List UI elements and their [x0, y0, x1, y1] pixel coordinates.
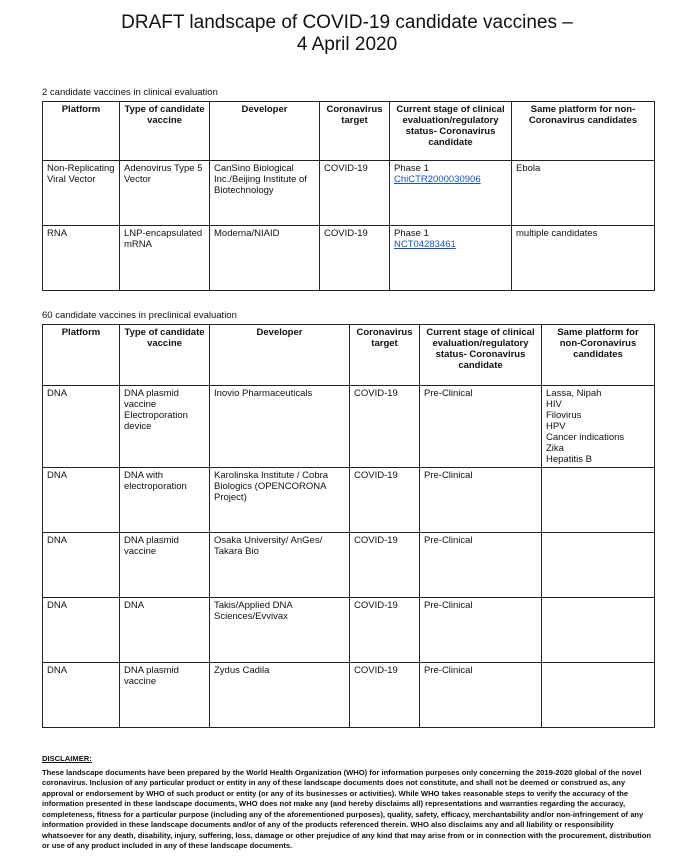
trial-registry-link[interactable]: NCT04283461 [394, 239, 456, 250]
cell-developer: Inovio Pharmaceuticals [210, 386, 350, 468]
header-stage: Current stage of clinical evaluation/regulatory status- Coronavirus candidate [390, 102, 512, 161]
title-line-1: DRAFT landscape of COVID-19 candidate vaccines – [121, 12, 573, 33]
preclinical-header-row [43, 325, 655, 386]
cell-developer: Takis/Applied DNA Sciences/Evvivax [210, 598, 350, 663]
disclaimer [42, 754, 654, 852]
cell-type: DNA plasmid vaccine [120, 663, 210, 728]
table-row [43, 226, 655, 291]
cell-developer: CanSino Biological Inc./Beijing Institute of Biotechnology [210, 161, 320, 226]
cell-platform: DNA [43, 598, 120, 663]
cell-same-platform: multiple candidates [512, 226, 655, 291]
cell-type: DNA plasmid vaccine [120, 533, 210, 598]
header-stage: Current stage of clinical evaluation/regulatory status- Coronavirus candidate [420, 325, 542, 386]
cell-target: COVID-19 [350, 386, 420, 468]
header-developer: Developer [210, 325, 350, 386]
cell-developer: Zydus Cadila [210, 663, 350, 728]
table-row [43, 386, 655, 468]
table-row [43, 161, 655, 226]
cell-target: COVID-19 [320, 226, 390, 291]
header-type: Type of candidate vaccine [120, 325, 210, 386]
cell-stage: Pre-Clinical [420, 533, 542, 598]
cell-platform: DNA [43, 386, 120, 468]
clinical-section-label: 2 candidate vaccines in clinical evaluation [42, 87, 218, 98]
cell-type: LNP-encapsulated mRNA [120, 226, 210, 291]
same-platform-item: HIV [546, 399, 562, 410]
cell-type: DNA plasmid vaccine Electroporation device [120, 386, 210, 468]
cell-target: COVID-19 [350, 663, 420, 728]
header-same-platform: Same platform for non-Coronavirus candidates [542, 325, 655, 386]
cell-target: COVID-19 [350, 468, 420, 533]
table-row [43, 598, 655, 663]
disclaimer-text: These landscape documents have been prepared by the World Health Organization (WHO) for information purposes only concerning the 2019-2020 global of the novel coronavirus. Inclusion of any particular product or entity in any of these landscape documents does not constitute, and shall not be deemed or construed as, any approval or endorsement by WHO of such product or entity (or any of its businesses or activities). While WHO takes reasonable steps to verify the accuracy of the information presented in these landscape documents, WHO does not make any (and hereby disclaims all) representations and warranties regarding the accuracy, completeness, fitness for a particular purpose (including any of the aforementioned purposes), quality, safety, efficacy, merchantability and/or non-infringement of any information provided in these landscape documents and/or of any of the products referenced therein. WHO also disclaims any and all liability or responsibility whatsoever for any death, disability, injury, suffering, loss, damage or other prejudice of any kind that may arise from or in connection with the procurement, distribution or use of any product included in any of these landscape documents. [42, 767, 652, 850]
cell-same-platform [542, 533, 655, 598]
header-platform: Platform [43, 102, 120, 161]
stage-text: Phase 1 [394, 163, 429, 174]
cell-same-platform [542, 598, 655, 663]
same-platform-item: Hepatitis B [546, 454, 592, 465]
header-type: Type of candidate vaccine [120, 102, 210, 161]
same-platform-item: HPV [546, 421, 566, 432]
cell-platform: Non-Replicating Viral Vector [43, 161, 120, 226]
cell-stage [390, 226, 512, 291]
cell-platform: DNA [43, 468, 120, 533]
preclinical-section-label: 60 candidate vaccines in preclinical evaluation [42, 310, 237, 321]
cell-platform: DNA [43, 533, 120, 598]
preclinical-table [42, 324, 655, 728]
cell-developer: Osaka University/ AnGes/ Takara Bio [210, 533, 350, 598]
header-platform: Platform [43, 325, 120, 386]
cell-type: Adenovirus Type 5 Vector [120, 161, 210, 226]
table-row [43, 663, 655, 728]
cell-developer: Karolinska Institute / Cobra Biologics (OPENCORONA Project) [210, 468, 350, 533]
same-platform-item: Cancer indications [546, 432, 625, 443]
cell-stage: Pre-Clinical [420, 598, 542, 663]
same-platform-item: Lassa, Nipah [546, 388, 602, 399]
cell-same-platform [542, 386, 655, 468]
header-target: Coronavirus target [320, 102, 390, 161]
header-target: Coronavirus target [350, 325, 420, 386]
cell-stage: Pre-Clinical [420, 386, 542, 468]
document-title [0, 12, 694, 56]
header-same-platform: Same platform for non-Coronavirus candidates [512, 102, 655, 161]
same-platform-item: Zika [546, 443, 564, 454]
cell-platform: RNA [43, 226, 120, 291]
cell-same-platform: Ebola [512, 161, 655, 226]
cell-type: DNA [120, 598, 210, 663]
cell-stage: Pre-Clinical [420, 468, 542, 533]
clinical-table [42, 101, 655, 291]
cell-type: DNA with electroporation [120, 468, 210, 533]
cell-stage [390, 161, 512, 226]
title-line-2: 4 April 2020 [296, 34, 398, 55]
cell-target: COVID-19 [320, 161, 390, 226]
cell-developer: Moderna/NIAID [210, 226, 320, 291]
stage-text: Phase 1 [394, 228, 429, 239]
cell-same-platform [542, 468, 655, 533]
table-row [43, 533, 655, 598]
cell-platform: DNA [43, 663, 120, 728]
same-platform-item: Filovirus [546, 410, 582, 421]
trial-registry-link[interactable]: ChiCTR2000030906 [394, 174, 481, 185]
cell-target: COVID-19 [350, 598, 420, 663]
header-developer: Developer [210, 102, 320, 161]
disclaimer-heading: DISCLAIMER: [42, 754, 92, 763]
cell-same-platform [542, 663, 655, 728]
cell-stage: Pre-Clinical [420, 663, 542, 728]
table-row [43, 468, 655, 533]
clinical-header-row [43, 102, 655, 161]
cell-target: COVID-19 [350, 533, 420, 598]
